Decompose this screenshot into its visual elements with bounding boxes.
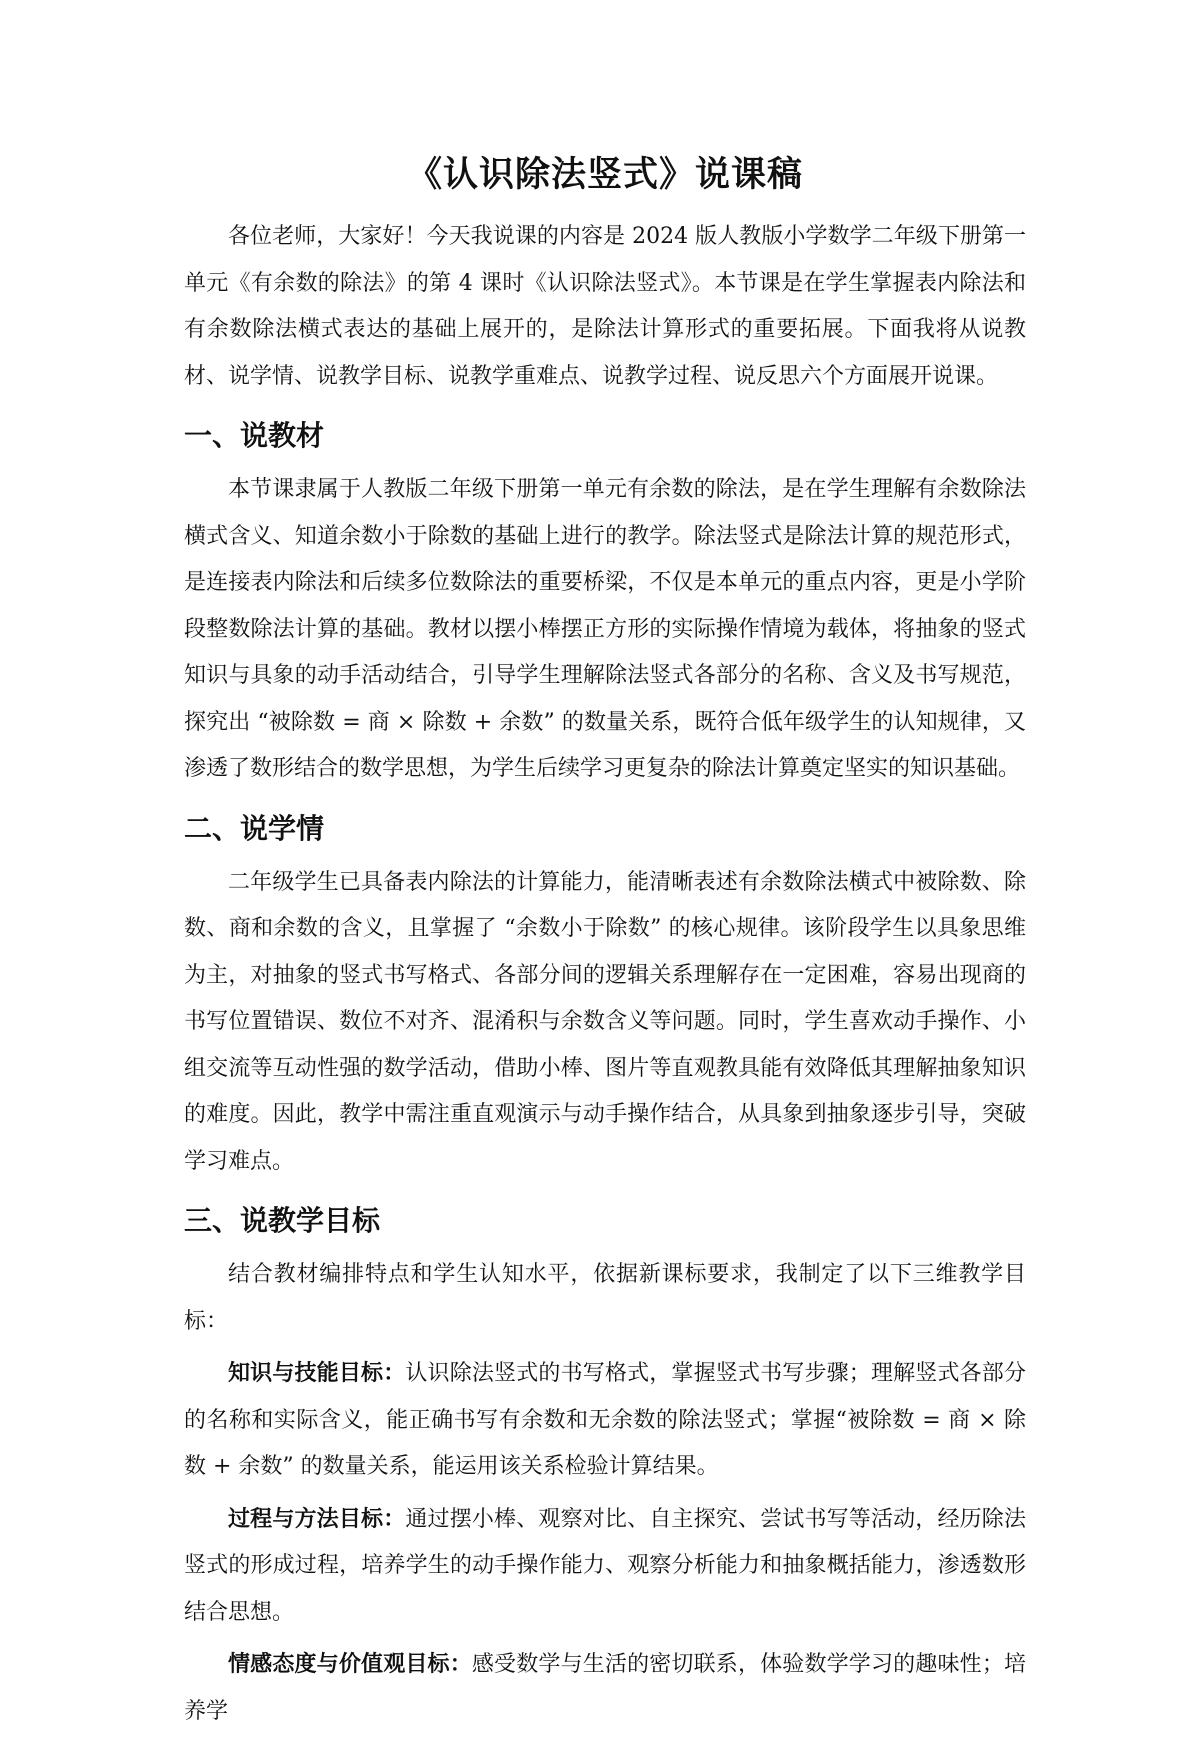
document-page bbox=[184, 150, 1026, 1741]
section-body-textbook: 本节课隶属于人教版二年级下册第一单元有余数的除法，是在学生理解有余数除法横式含义、知道余数小于除数的基础上进行的教学。除法竖式是除法计算的规范形式，是连接表内除法和后续多位数除法的重要桥梁，不仅是本单元的重点内容，更是小学阶段整数除法计算的基础。教材以摆小棒摆正方形的实际操作情境为载体，将抽象的竖式知识与具象的动手活动结合，引导学生理解除法竖式各部分的名称、含义及书写规范，探究出 “被除数 = 商 × 除数 + 余数” 的数量关系，既符合低年级学生的认知规律，又渗透了数形结合的数学思想，为学生后续学习更复杂的除法计算奠定坚实的知识基础。 bbox=[184, 477, 1026, 781]
goal-process-label: 过程与方法目标： bbox=[228, 1506, 406, 1532]
goal-knowledge bbox=[184, 1351, 1026, 1491]
goal-process-text: 通过摆小棒、观察对比、自主探究、尝试书写等活动，经历除法竖式的形成过程，培养学生的动手操作能力、观察分析能力和抽象概括能力，渗透数形结合思想。 bbox=[184, 1506, 1026, 1625]
goal-attitude-text: 感受数学与生活的密切联系，体验数学学习的趣味性；培养学 bbox=[184, 1652, 1026, 1724]
goal-knowledge-label: 知识与技能目标： bbox=[228, 1361, 406, 1386]
document-title: 《认识除法竖式》说课稿 bbox=[406, 155, 803, 195]
section-heading-students: 二、说学情 bbox=[184, 811, 325, 845]
goal-process bbox=[184, 1497, 1026, 1637]
goal-knowledge-text: 认识除法竖式的书写格式，掌握竖式书写步骤；理解竖式各部分的名称和实际含义，能正确书写有余数和无余数的除法竖式；掌握“被除数 = 商 × 除数 + 余数” 的数量关系，能运用该关系检验计算结果。 bbox=[184, 1361, 1026, 1479]
section-body-goals: 结合教材编排特点和学生认知水平，依据新课标要求，我制定了以下三维教学目标： bbox=[184, 1262, 1026, 1334]
section-body-students: 二年级学生已具备表内除法的计算能力，能清晰表述有余数除法横式中被除数、除数、商和余数的含义，且掌握了 “余数小于除数” 的核心规律。该阶段学生以具象思维为主，对抽象的竖式书写格式、各部分间的逻辑关系理解存在一定困难，容易出现商的书写位置错误、数位不对齐、混淆积与余数含义等问题。同时，学生喜欢动手操作、小组交流等互动性强的数学活动，借助小棒、图片等直观教具能有效降低其理解抽象知识的难度。因此，教学中需注重直观演示与动手操作结合，从具象到抽象逐步引导，突破学习难点。 bbox=[184, 869, 1026, 1174]
goal-attitude-label: 情感态度与价值观目标： bbox=[228, 1652, 472, 1677]
section-heading-goals: 三、说教学目标 bbox=[184, 1204, 381, 1237]
section-heading-textbook: 一、说教材 bbox=[184, 419, 325, 452]
intro-paragraph: 各位老师，大家好！今天我说课的内容是 2024 版人教版小学数学二年级下册第一单元《有余数的除法》的第 4 课时《认识除法竖式》。本节课是在学生掌握表内除法和有余数除法横式表达的基础上展开的，是除法计算形式的重要拓展。下面我将从说教材、说学情、说教学目标、说教学重难点、说教学过程、说反思六个方面展开说课。 bbox=[184, 224, 1026, 389]
goal-attitude bbox=[184, 1642, 1026, 1735]
